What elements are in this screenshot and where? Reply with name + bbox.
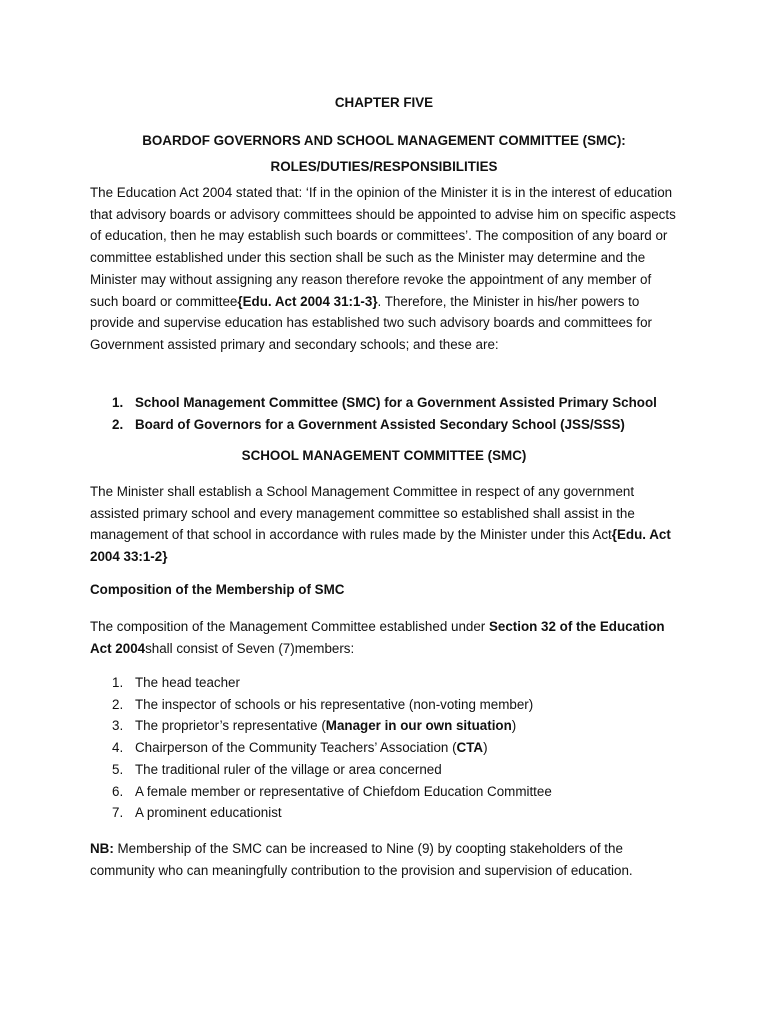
composition-heading: Composition of the Membership of SMC	[90, 582, 345, 597]
list-item-text: The head teacher	[135, 675, 240, 690]
intro-text-b: . Therefore, the Minister in his/her powers to provide and supervise education has established two such advisory boards and committees for Government assisted primary and secondary schools; and these are:	[90, 293, 652, 352]
list-item-number: 2.	[112, 696, 124, 712]
intro-paragraph	[90, 182, 678, 356]
smc-paragraph	[90, 481, 678, 568]
intro-text-a: The Education Act 2004 stated that: ‘If in the opinion of the Minister it is in the interest of education that advisory boards or advisory committees should be appointed to advise him on specific aspects of education, then he may establish such boards or committees’. The composition of any board or committee established under this section shall be such as the Minister may determine and the Minister may without assigning any reason therefore revoke the appointment of any member of such board or committee	[90, 185, 676, 309]
nb-text: Membership of the SMC can be increased to Nine (9) by coopting stakeholders of the community who can meaningfully contribution to the provision and supervision of education.	[90, 841, 633, 878]
list-item-text: The proprietor’s representative (	[135, 718, 326, 734]
list-item	[90, 694, 690, 716]
list-item	[90, 414, 690, 436]
list-item-number: 6.	[112, 783, 124, 799]
list-item-text: Chairperson of the Community Teachers’ Association (	[135, 740, 457, 756]
composition-paragraph	[90, 616, 678, 659]
nb-paragraph	[90, 838, 678, 881]
list-item	[90, 781, 690, 803]
list-item-number: 7.	[112, 805, 124, 821]
list-item-text-end: )	[511, 718, 517, 734]
list-item	[90, 759, 690, 781]
list-item	[90, 672, 690, 694]
list-item-text: Board of Governors for a Government Assisted Secondary School (JSS/SSS)	[135, 416, 625, 432]
list-item	[90, 737, 690, 759]
list-item-text: The inspector of schools or his representative (non-voting member)	[135, 696, 534, 712]
intro-citation: {Edu. Act 2004 31:1-3}	[237, 293, 378, 309]
list-item	[90, 715, 690, 737]
composition-text-b: shall consist of Seven (7)members:	[145, 640, 355, 656]
list-item-text-end: )	[483, 740, 488, 756]
list-item-number: 4.	[112, 740, 124, 756]
chapter-heading: CHAPTER FIVE	[334, 95, 434, 110]
chapter-title-line-1: BOARDOF GOVERNORS AND SCHOOL MANAGEMENT COMMITTEE (SMC):	[142, 133, 626, 148]
smc-section-heading: SCHOOL MANAGEMENT COMMITTEE (SMC)	[241, 448, 527, 463]
list-item-text: A female member or representative of Chiefdom Education Committee	[135, 783, 552, 799]
list-item-text: The traditional ruler of the village or area concerned	[135, 761, 442, 777]
list-item-bold: Manager in our own situation	[325, 718, 512, 734]
list-item-number: 5.	[112, 761, 124, 777]
list-item	[90, 392, 690, 414]
nb-label: NB:	[90, 841, 114, 856]
list-item-text: School Management Committee (SMC) for a Government Assisted Primary School	[135, 395, 657, 410]
list-item-text: A prominent educationist	[135, 805, 282, 821]
list-item-number: 3.	[112, 718, 124, 734]
list-item-number: 1.	[112, 675, 124, 690]
chapter-title-line-2: ROLES/DUTIES/RESPONSIBILITIES	[270, 159, 498, 174]
members-list	[90, 672, 690, 824]
smc-citation: {Edu. Act 2004 33:1-2}	[90, 527, 671, 565]
list-item-number: 2.	[112, 416, 124, 432]
advisory-bodies-list	[90, 392, 690, 435]
list-item-bold: CTA	[456, 740, 484, 756]
list-item	[90, 802, 690, 824]
smc-text: The Minister shall establish a School Management Committee in respect of any government assisted primary school and every management committee so established shall assist in the management of that school in accordance with rules made by the Minister under this Act	[90, 484, 635, 543]
composition-text-a: The composition of the Management Committee established under	[90, 619, 489, 634]
chapter-title	[90, 128, 678, 180]
list-item-number: 1.	[112, 395, 124, 410]
composition-bold: Section 32 of the Education Act 2004	[90, 619, 665, 656]
